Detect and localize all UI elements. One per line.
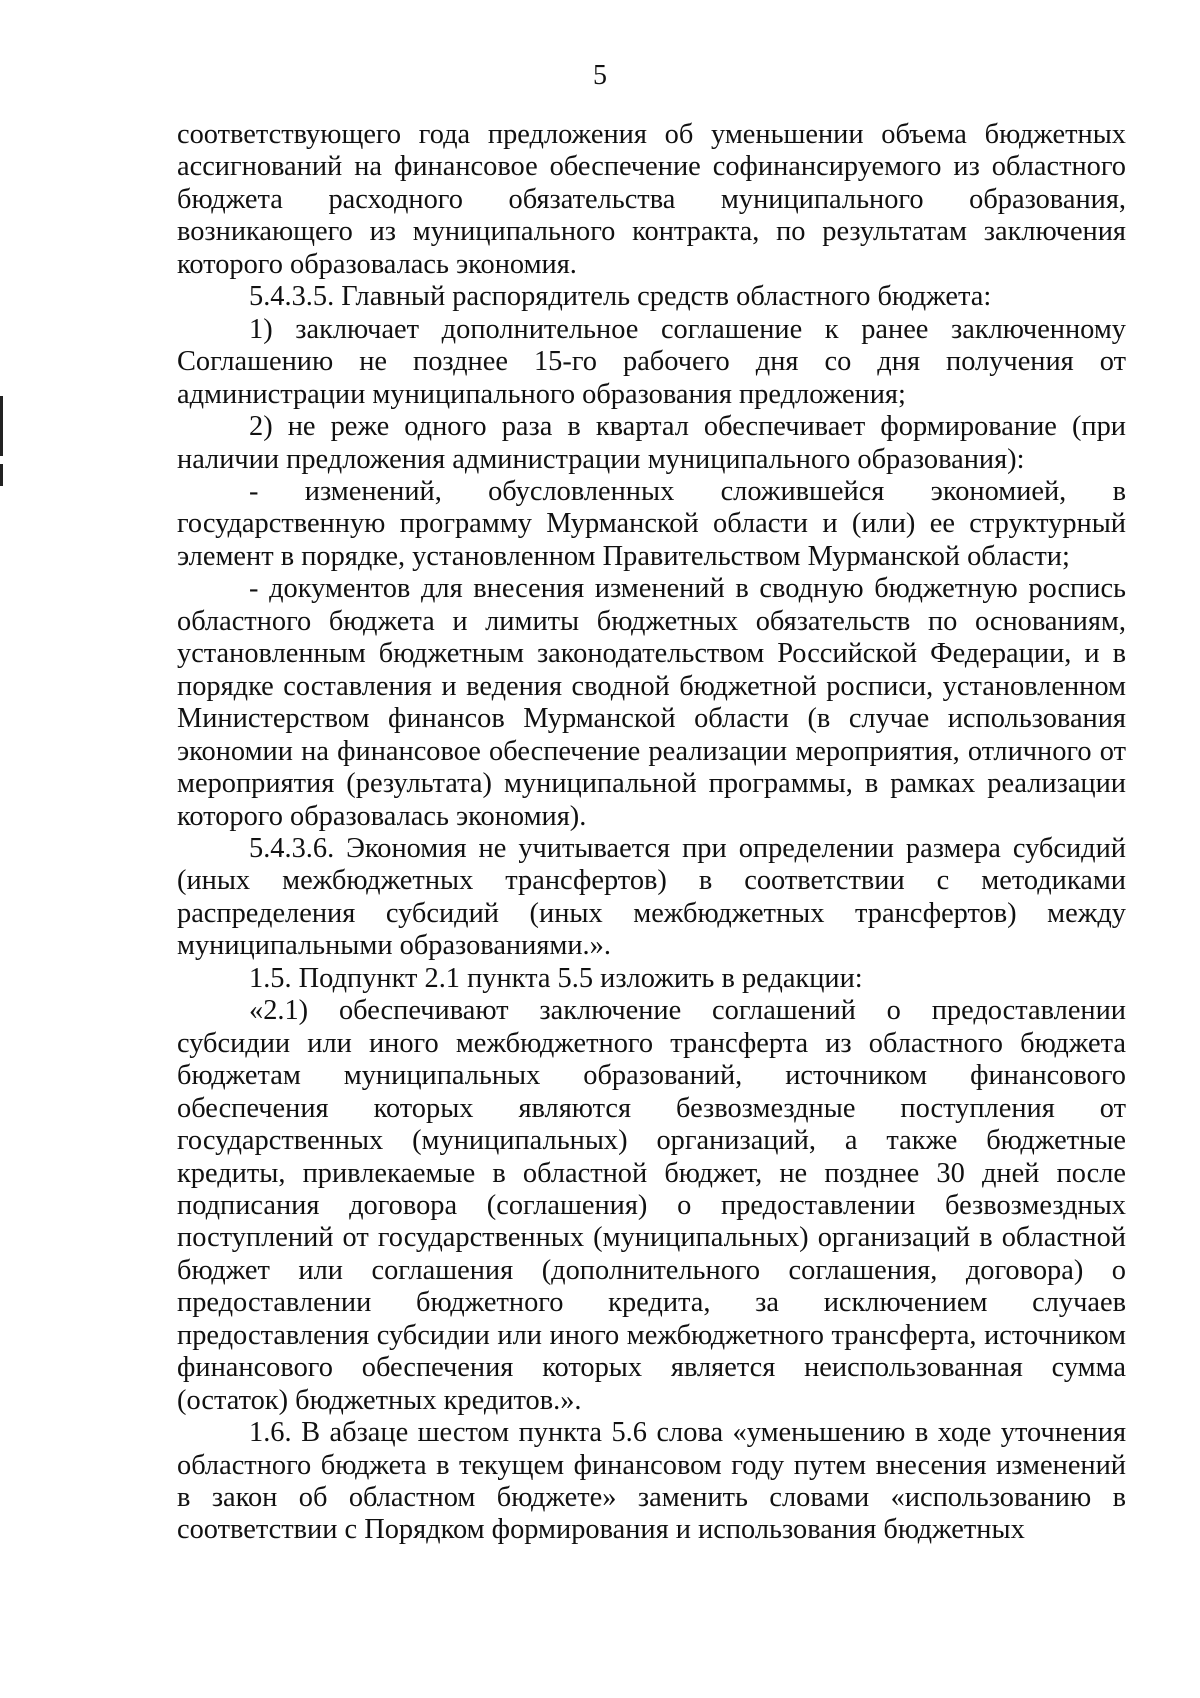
- paragraph: 1.6. В абзаце шестом пункта 5.6 слова «уменьшению в ходе уточнения областного бюджета в текущем финансовом году путем внесения изменений в закон об областном бюджете» заменить словами «использованию в соответствии с Порядком формирования и использования бюджетных: [177, 1417, 1126, 1546]
- paragraph: соответствующего года предложения об уменьшении объема бюджетных ассигнований на финансовое обеспечение софинансируемого из областного бюджета расходного обязательства муниципального образования, возникающего из муниципального контракта, по результатам заключения которого образовалась экономия.: [177, 119, 1126, 280]
- scan-edge-mark: [0, 464, 3, 486]
- paragraph: 2) не реже одного раза в квартал обеспечивает формирование (при наличии предложения администрации муниципального образования):: [177, 411, 1126, 475]
- paragraph: «2.1) обеспечивают заключение соглашений о предоставлении субсидии или иного межбюджетного трансферта из областного бюджета бюджетам муниципальных образований, источником финансового обеспечения которых являются безвозмездные поступления от государственных (муниципальных) организаций, а также бюджетные кредиты, привлекаемые в областной бюджет, не позднее 30 дней после подписания договора (соглашения) о предоставлении безвозмездных поступлений от государственных (муниципальных) организаций в областной бюджет или соглашения (дополнительного соглашения, договора) о предоставлении бюджетного кредита, за исключением случаев предоставления субсидии или иного межбюджетного трансферта, источником финансового обеспечения которых является неиспользованная сумма (остаток) бюджетных кредитов.».: [177, 995, 1126, 1416]
- paragraph: 1) заключает дополнительное соглашение к ранее заключенному Соглашению не позднее 15-го рабочего дня со дня получения от администрации муниципального образования предложения;: [177, 313, 1126, 410]
- paragraph: - документов для внесения изменений в сводную бюджетную роспись областного бюджета и лимиты бюджетных обязательств по основаниям, установленным бюджетным законодательством Российской Федерации, и в порядке составления и ведения сводной бюджетной росписи, установленном Министерством финансов Мурманской области (в случае использования экономии на финансовое обеспечение реализации мероприятия, отличного от мероприятия (результата) муниципальной программы, в рамках реализации которого образовалась экономия).: [177, 573, 1126, 832]
- paragraph: 1.5. Подпункт 2.1 пункта 5.5 изложить в редакции:: [249, 962, 863, 994]
- document-body: [177, 119, 1126, 1547]
- scan-edge-mark: [0, 396, 3, 456]
- paragraph: 5.4.3.6. Экономия не учитывается при определении размера субсидий (иных межбюджетных трансфертов) в соответствии с методиками распределения субсидий (иных межбюджетных трансфертов) между муниципальными образованиями.».: [177, 832, 1126, 962]
- page-number: 5: [593, 60, 607, 91]
- paragraph: - изменений, обусловленных сложившейся экономией, в государственную программу Мурманской области и (или) ее структурный элемент в порядке, установленном Правительством Мурманской области;: [177, 475, 1126, 572]
- paragraph: 5.4.3.5. Главный распорядитель средств областного бюджета:: [249, 281, 992, 313]
